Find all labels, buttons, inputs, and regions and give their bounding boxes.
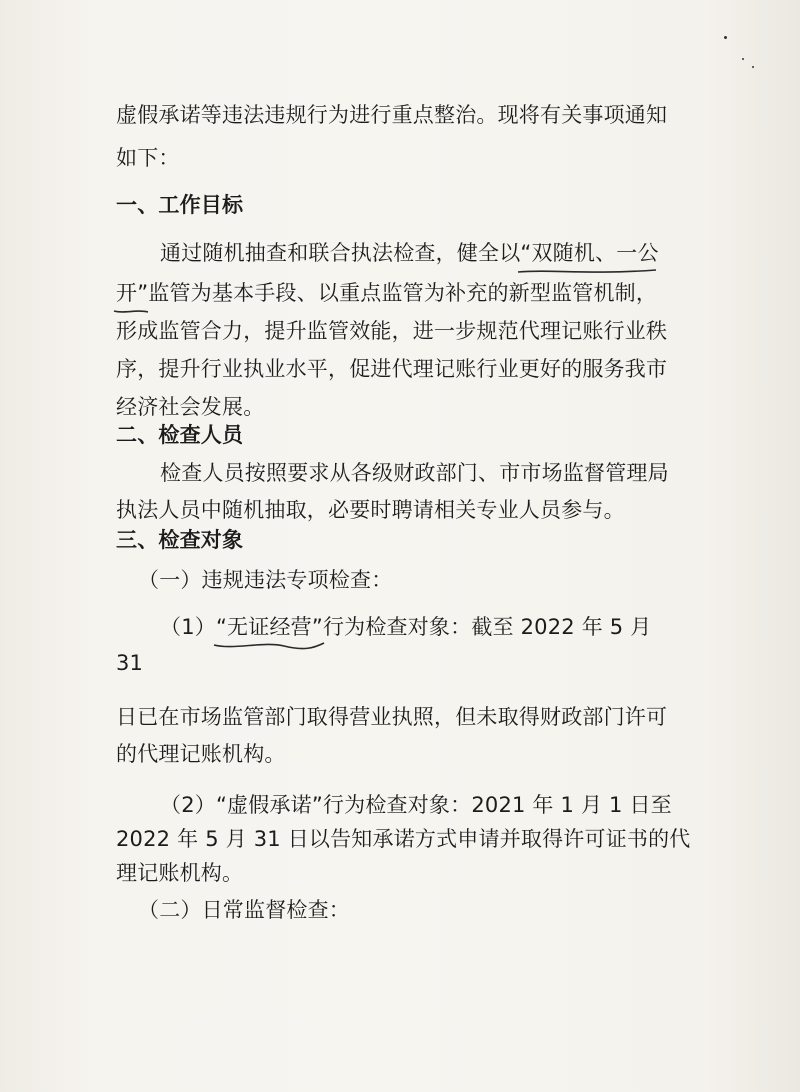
paragraph-line: 如下： <box>116 146 180 170</box>
paragraph-line: 检查人员按照要求从各级财政部门、市市场监督管理局 <box>160 461 669 485</box>
paragraph-line <box>160 238 659 268</box>
underlined-text: 开” <box>116 281 149 305</box>
pen-underline-mark <box>214 639 326 651</box>
scan-speck <box>724 36 727 39</box>
underlined-text: “双随机、一公 <box>520 241 659 265</box>
text-run: （1） <box>160 615 216 639</box>
paragraph-line <box>116 278 657 308</box>
handwritten-underline-run <box>116 278 148 308</box>
paragraph-line: 理记账机构。 <box>116 861 244 885</box>
text-run: 行为检查对象：截至 2022 年 5 月 <box>322 615 652 639</box>
subsection-heading: （二）日常监督检查： <box>138 898 350 922</box>
paragraph-line: 虚假承诺等违法违规行为进行重点整治。现将有关事项通知 <box>116 103 668 127</box>
paragraph-line: （2）“虚假承诺”行为检查对象：2021 年 1 月 1 日至 <box>160 793 672 817</box>
paragraph-line: 形成监管合力，提升监管效能，进一步规范代理记账行业秩 <box>116 319 668 343</box>
section-heading-goals: 一、工作目标 <box>116 193 244 217</box>
paragraph-line: 序，提升行业执业水平，促进代理记账行业更好的服务我市 <box>116 357 668 381</box>
paragraph-line: 经济社会发展。 <box>116 395 265 419</box>
section-heading-personnel: 二、检查人员 <box>116 423 244 447</box>
paragraph-line <box>160 612 651 642</box>
handwritten-underline-run <box>520 238 658 268</box>
paragraph-line: 31 <box>116 651 144 675</box>
scan-speck <box>742 58 744 60</box>
paragraph-line: 2022 年 5 月 31 日以告知承诺方式申请并取得许可证书的代 <box>116 827 691 851</box>
paragraph-line: 的代理记账机构。 <box>116 742 286 766</box>
text-run: 通过随机抽查和联合执法检查，健全以 <box>160 241 521 265</box>
section-heading-targets: 三、检查对象 <box>116 528 244 552</box>
subsection-heading: （一）违规违法专项检查： <box>138 568 393 592</box>
underlined-text: “无证经营” <box>215 615 323 639</box>
paragraph-line: 执法人员中随机抽取，必要时聘请相关专业人员参与。 <box>116 498 625 522</box>
scan-speck <box>752 66 754 68</box>
pen-underline-mark <box>518 267 658 277</box>
text-run: 监管为基本手段、以重点监管为补充的新型监管机制， <box>148 281 658 305</box>
paragraph-line: 日已在市场监管部门取得营业执照，但未取得财政部门许可 <box>116 705 668 729</box>
handwritten-underline-run <box>216 612 323 642</box>
